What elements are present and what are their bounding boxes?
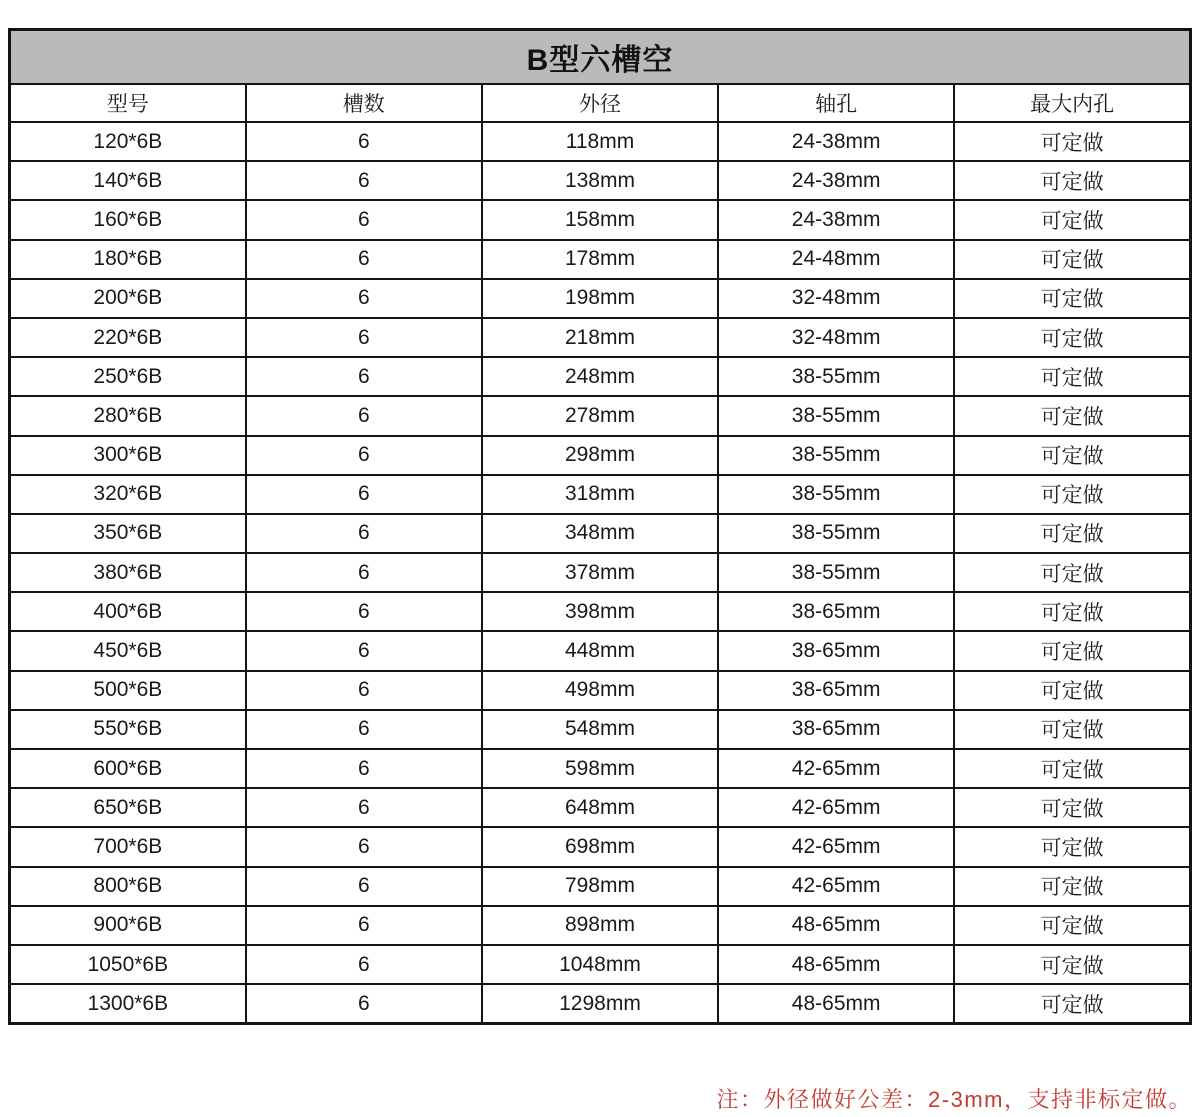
table-cell: 800*6B (10, 867, 246, 906)
table-cell: 32-48mm (718, 318, 954, 357)
column-header-max-inner-hole: 最大内孔 (954, 84, 1190, 122)
table-header-row (10, 84, 1191, 122)
table-cell: 158mm (482, 200, 718, 239)
table-cell: 可定做 (954, 240, 1190, 279)
table-row (10, 827, 1191, 866)
table-cell: 6 (246, 122, 482, 161)
table-cell: 650*6B (10, 788, 246, 827)
column-header-slot-count: 槽数 (246, 84, 482, 122)
table-row (10, 318, 1191, 357)
table-cell: 448mm (482, 631, 718, 670)
table-cell: 6 (246, 749, 482, 788)
table-cell: 6 (246, 396, 482, 435)
table-cell: 38-65mm (718, 671, 954, 710)
table-cell: 可定做 (954, 827, 1190, 866)
column-header-model: 型号 (10, 84, 246, 122)
table-cell: 6 (246, 671, 482, 710)
table-cell: 198mm (482, 279, 718, 318)
table-row (10, 436, 1191, 475)
table-cell: 38-55mm (718, 436, 954, 475)
table-cell: 200*6B (10, 279, 246, 318)
table-cell: 138mm (482, 161, 718, 200)
table-cell: 550*6B (10, 710, 246, 749)
table-cell: 可定做 (954, 710, 1190, 749)
table-cell: 6 (246, 710, 482, 749)
table-cell: 798mm (482, 867, 718, 906)
table-cell: 24-38mm (718, 200, 954, 239)
table-cell: 38-55mm (718, 475, 954, 514)
table-cell: 24-48mm (718, 240, 954, 279)
spec-table (8, 28, 1192, 1025)
table-cell: 可定做 (954, 200, 1190, 239)
table-cell: 278mm (482, 396, 718, 435)
table-cell: 140*6B (10, 161, 246, 200)
table-row (10, 867, 1191, 906)
table-cell: 可定做 (954, 671, 1190, 710)
table-cell: 180*6B (10, 240, 246, 279)
table-cell: 348mm (482, 514, 718, 553)
table-cell: 6 (246, 436, 482, 475)
table-row (10, 945, 1191, 984)
table-cell: 可定做 (954, 475, 1190, 514)
table-cell: 可定做 (954, 631, 1190, 670)
table-cell: 398mm (482, 592, 718, 631)
table-row (10, 396, 1191, 435)
table-cell: 38-65mm (718, 631, 954, 670)
table-cell: 6 (246, 514, 482, 553)
table-cell: 6 (246, 592, 482, 631)
table-cell: 38-55mm (718, 514, 954, 553)
table-cell: 6 (246, 475, 482, 514)
table-cell: 6 (246, 631, 482, 670)
table-row (10, 553, 1191, 592)
column-header-outer-diameter: 外径 (482, 84, 718, 122)
table-cell: 380*6B (10, 553, 246, 592)
table-cell: 600*6B (10, 749, 246, 788)
table-cell: 可定做 (954, 945, 1190, 984)
table-cell: 可定做 (954, 553, 1190, 592)
table-cell: 可定做 (954, 396, 1190, 435)
table-cell: 1300*6B (10, 984, 246, 1024)
table-cell: 118mm (482, 122, 718, 161)
table-cell: 500*6B (10, 671, 246, 710)
table-cell: 6 (246, 279, 482, 318)
table-cell: 可定做 (954, 279, 1190, 318)
table-cell: 42-65mm (718, 749, 954, 788)
table-cell: 1050*6B (10, 945, 246, 984)
table-cell: 6 (246, 984, 482, 1024)
table-cell: 24-38mm (718, 122, 954, 161)
table-cell: 6 (246, 200, 482, 239)
table-cell: 42-65mm (718, 827, 954, 866)
table-cell: 298mm (482, 436, 718, 475)
table-row (10, 631, 1191, 670)
table-cell: 900*6B (10, 906, 246, 945)
table-row (10, 906, 1191, 945)
table-cell: 318mm (482, 475, 718, 514)
table-cell: 6 (246, 867, 482, 906)
table-cell: 38-65mm (718, 710, 954, 749)
table-cell: 218mm (482, 318, 718, 357)
table-cell: 6 (246, 827, 482, 866)
table-row (10, 240, 1191, 279)
table-cell: 32-48mm (718, 279, 954, 318)
table-cell: 可定做 (954, 514, 1190, 553)
table-cell: 320*6B (10, 475, 246, 514)
table-row (10, 592, 1191, 631)
table-cell: 6 (246, 318, 482, 357)
table-row (10, 200, 1191, 239)
table-row (10, 984, 1191, 1024)
table-cell: 38-65mm (718, 592, 954, 631)
table-cell: 可定做 (954, 749, 1190, 788)
table-cell: 1298mm (482, 984, 718, 1024)
table-cell: 548mm (482, 710, 718, 749)
table-cell: 48-65mm (718, 945, 954, 984)
table-cell: 42-65mm (718, 788, 954, 827)
table-cell: 可定做 (954, 788, 1190, 827)
table-cell: 350*6B (10, 514, 246, 553)
table-cell: 378mm (482, 553, 718, 592)
table-cell: 400*6B (10, 592, 246, 631)
table-cell: 6 (246, 161, 482, 200)
table-cell: 6 (246, 240, 482, 279)
table-cell: 6 (246, 553, 482, 592)
table-cell: 可定做 (954, 867, 1190, 906)
table-cell: 42-65mm (718, 867, 954, 906)
table-cell: 可定做 (954, 984, 1190, 1024)
table-row (10, 475, 1191, 514)
table-row (10, 357, 1191, 396)
table-cell: 38-55mm (718, 396, 954, 435)
tolerance-footnote: 注：外径做好公差：2-3mm，支持非标定做。 (716, 1087, 1192, 1112)
table-cell: 498mm (482, 671, 718, 710)
table-row (10, 122, 1191, 161)
spec-table-head (10, 30, 1191, 123)
table-cell: 178mm (482, 240, 718, 279)
table-cell: 可定做 (954, 161, 1190, 200)
table-cell: 38-55mm (718, 357, 954, 396)
table-cell: 可定做 (954, 906, 1190, 945)
table-cell: 6 (246, 906, 482, 945)
table-cell: 38-55mm (718, 553, 954, 592)
table-cell: 250*6B (10, 357, 246, 396)
table-cell: 48-65mm (718, 984, 954, 1024)
table-body (10, 122, 1191, 1024)
table-cell: 可定做 (954, 436, 1190, 475)
table-title: B型六槽空 (10, 30, 1191, 85)
table-cell: 48-65mm (718, 906, 954, 945)
table-cell: 120*6B (10, 122, 246, 161)
table-row (10, 161, 1191, 200)
table-row (10, 279, 1191, 318)
table-cell: 6 (246, 357, 482, 396)
table-cell: 6 (246, 788, 482, 827)
table-cell: 598mm (482, 749, 718, 788)
table-cell: 可定做 (954, 592, 1190, 631)
table-row (10, 710, 1191, 749)
table-title-row (10, 30, 1191, 85)
table-cell: 可定做 (954, 318, 1190, 357)
table-row (10, 749, 1191, 788)
table-cell: 898mm (482, 906, 718, 945)
table-cell: 300*6B (10, 436, 246, 475)
table-cell: 698mm (482, 827, 718, 866)
table-cell: 6 (246, 945, 482, 984)
table-row (10, 671, 1191, 710)
table-cell: 450*6B (10, 631, 246, 670)
table-cell: 160*6B (10, 200, 246, 239)
column-header-shaft-hole: 轴孔 (718, 84, 954, 122)
table-cell: 可定做 (954, 357, 1190, 396)
table-row (10, 788, 1191, 827)
table-cell: 220*6B (10, 318, 246, 357)
table-cell: 280*6B (10, 396, 246, 435)
table-cell: 700*6B (10, 827, 246, 866)
table-cell: 648mm (482, 788, 718, 827)
table-cell: 可定做 (954, 122, 1190, 161)
table-row (10, 514, 1191, 553)
table-cell: 24-38mm (718, 161, 954, 200)
table-cell: 1048mm (482, 945, 718, 984)
table-cell: 248mm (482, 357, 718, 396)
